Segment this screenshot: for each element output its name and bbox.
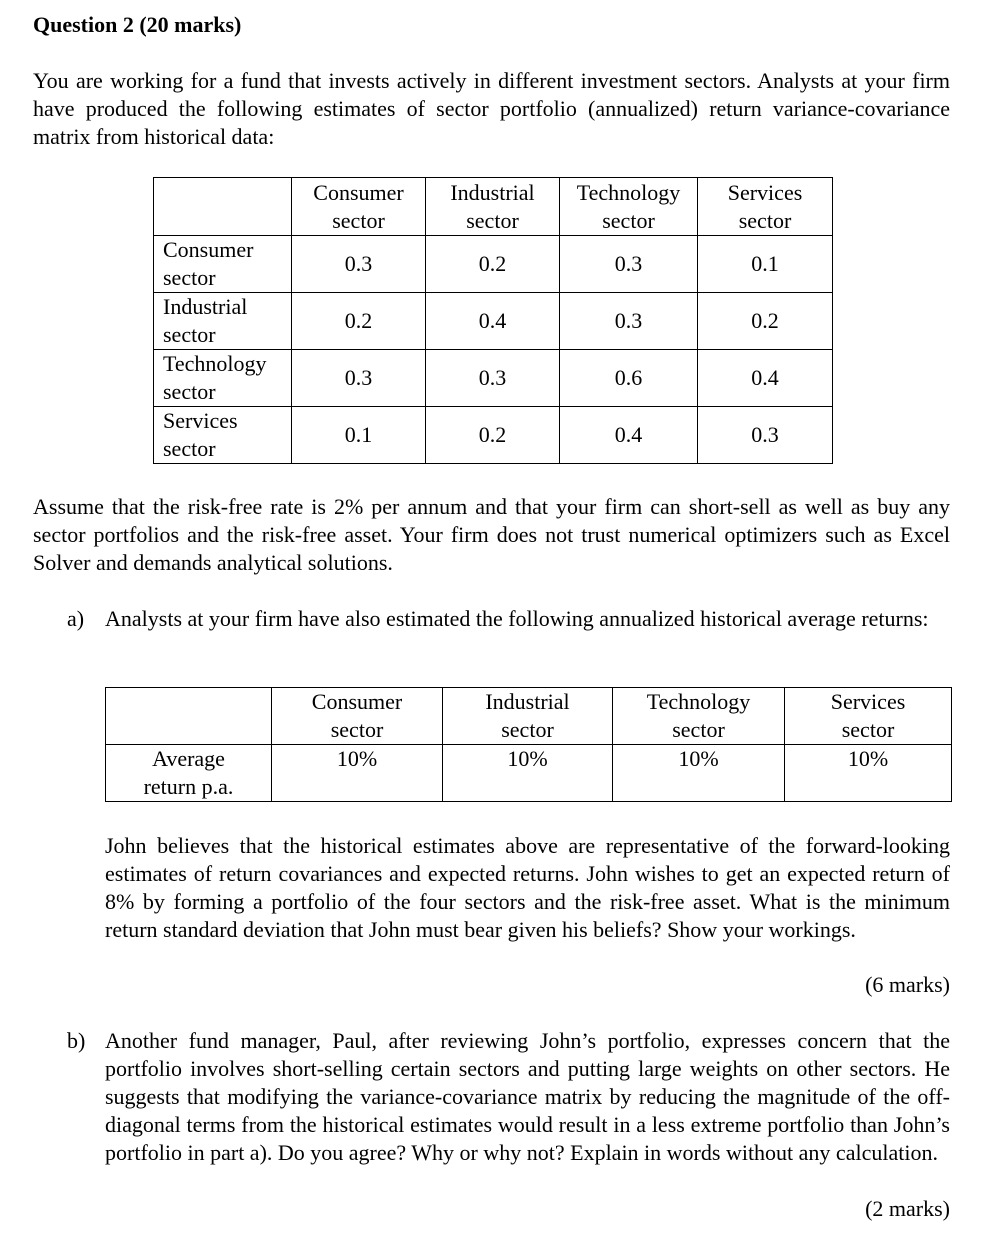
table-cell: 0.3 [292, 236, 426, 293]
table-cell: 0.2 [426, 407, 560, 464]
col-header-technology: Technology sector [560, 178, 698, 236]
table-cell: 0.3 [292, 350, 426, 407]
col-header-services: Services sector [785, 688, 952, 745]
part-b-text: Another fund manager, Paul, after reviewing John’s portfolio, expresses concern that the portfolio involves short-selling certain sectors and putting large weights on other sectors. He suggests that modifying the variance-covariance matrix by reducing the magnitude of the off-diagonal terms from the historical estimates would result in a less extreme portfolio than John’s portfolio in part a). Do you agree? Why or why not? Explain in words without any calculation. [105, 1028, 950, 1165]
table-cell: 0.3 [560, 293, 698, 350]
col-header-services: Services sector [698, 178, 833, 236]
table-cell: 0.4 [426, 293, 560, 350]
col-header-consumer: Consumer sector [272, 688, 443, 745]
table-cell: 10% [613, 745, 785, 802]
table-cell: 0.6 [560, 350, 698, 407]
part-b-label: b) [67, 1028, 86, 1053]
table-row [154, 407, 833, 464]
table-cell: 0.2 [292, 293, 426, 350]
row-header-services: Services sector [154, 407, 292, 464]
col-header-industrial: Industrial sector [426, 178, 560, 236]
table-row [106, 745, 952, 802]
row-header-consumer: Consumer sector [154, 236, 292, 293]
col-header-industrial: Industrial sector [443, 688, 613, 745]
covariance-header-row [154, 178, 833, 236]
covariance-table [153, 177, 833, 464]
row-header-technology: Technology sector [154, 350, 292, 407]
part-a-text: Analysts at your firm have also estimated the following annualized historical average returns: [105, 606, 929, 631]
corner-cell [106, 688, 272, 745]
table-cell: 0.1 [698, 236, 833, 293]
col-header-consumer: Consumer sector [292, 178, 426, 236]
table-cell: 0.2 [698, 293, 833, 350]
corner-cell [154, 178, 292, 236]
john-paragraph: John believes that the historical estimates above are representative of the forward-looking estimates of return covariances and expected returns. John wishes to get an expected return of 8% by forming a portfolio of the four sectors and the risk-free asset. What is the minimum return standard deviation that John must bear given his beliefs? Show your workings. [105, 833, 950, 942]
table-cell: 0.3 [560, 236, 698, 293]
part-a-label: a) [67, 606, 85, 631]
col-header-technology: Technology sector [613, 688, 785, 745]
intro-paragraph: You are working for a fund that invests actively in different investment sectors. Analysts at your firm have produced the following estimates of sector portfolio (annualized) return variance-covariance matrix from historical data: [33, 68, 950, 149]
table-cell: 0.1 [292, 407, 426, 464]
table-row [154, 350, 833, 407]
returns-table [105, 687, 952, 802]
question-title: Question 2 (20 marks) [33, 12, 242, 37]
row-header-industrial: Industrial sector [154, 293, 292, 350]
part-b-marks: (2 marks) [865, 1196, 950, 1221]
part-a-marks: (6 marks) [865, 972, 950, 997]
assumption-paragraph: Assume that the risk-free rate is 2% per annum and that your firm can short-sell as well as buy any sector portfolios and the risk-free asset. Your firm does not trust numerical optimizers such as Excel Solver and demands analytical solutions. [33, 494, 950, 575]
table-cell: 0.3 [426, 350, 560, 407]
table-cell: 0.4 [698, 350, 833, 407]
table-cell: 10% [272, 745, 443, 802]
table-cell: 10% [785, 745, 952, 802]
table-row [154, 293, 833, 350]
table-cell: 0.2 [426, 236, 560, 293]
row-header-average-return: Average return p.a. [106, 745, 272, 802]
table-cell: 0.3 [698, 407, 833, 464]
table-cell: 10% [443, 745, 613, 802]
table-row [154, 236, 833, 293]
table-cell: 0.4 [560, 407, 698, 464]
returns-header-row [106, 688, 952, 745]
